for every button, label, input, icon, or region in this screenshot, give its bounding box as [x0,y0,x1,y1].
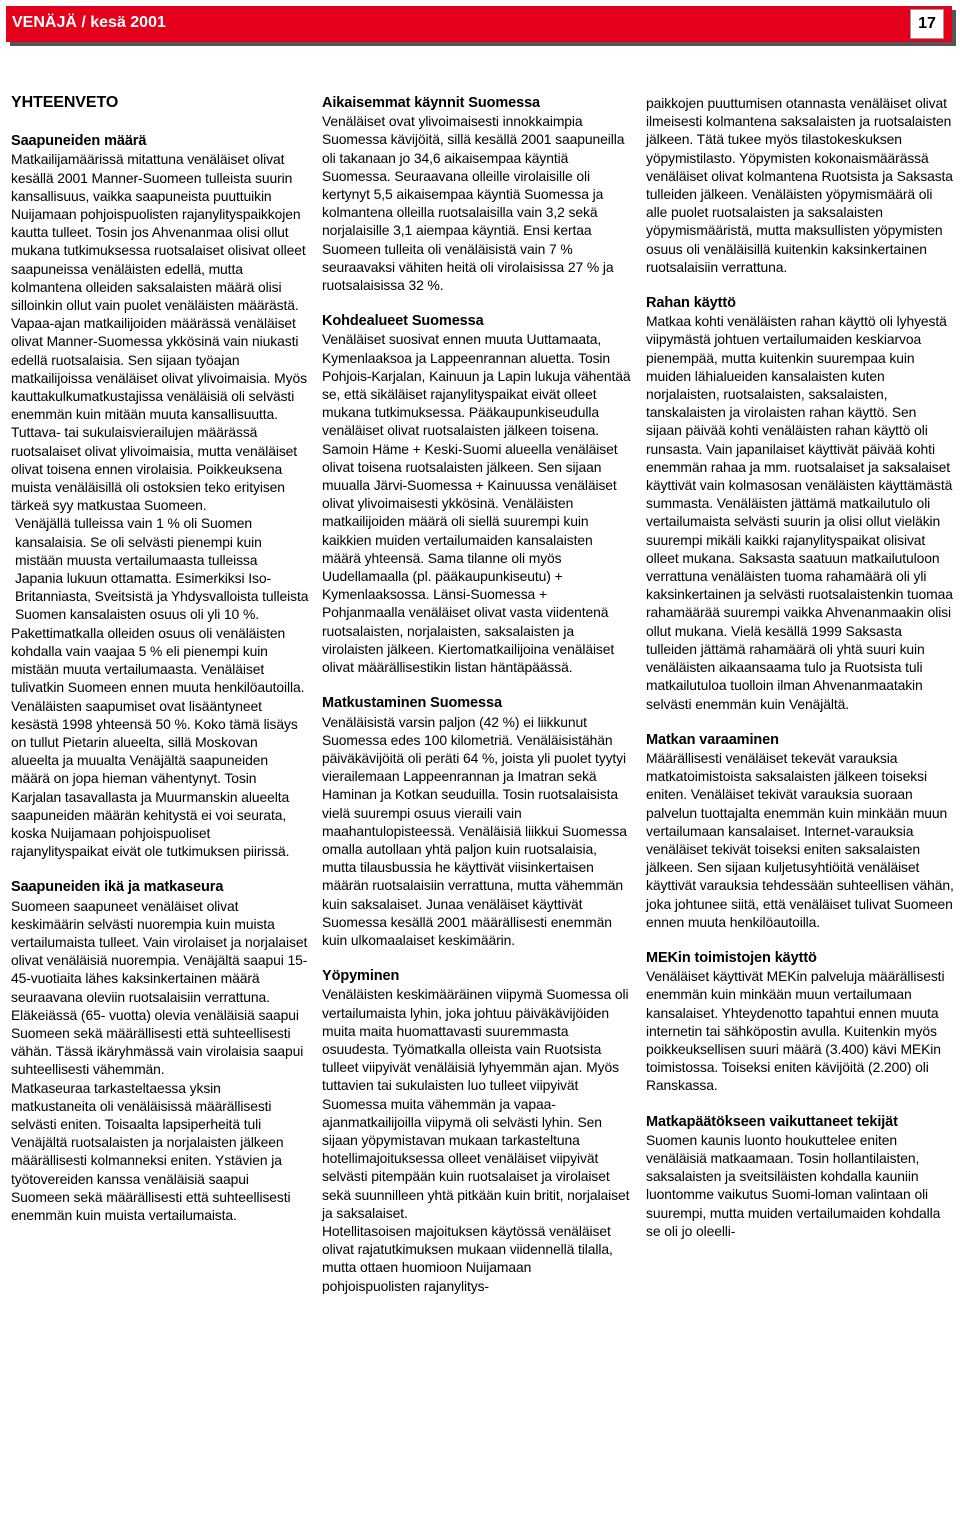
section-heading: Matkan varaaminen [646,731,779,748]
section-heading: Aikaisemmat käynnit Suomessa [322,95,541,111]
section-heading: Kohdealueet Suomessa [322,313,484,330]
paragraph: Suomen kaunis luonto houkuttelee eniten venäläisiä matkaamaan. Tosin hollantilaisten, saksalaisten ja sveitsiläisten kohdalla kauniin luontomme vaikutus Suomi-loman valintaan oli suurempi, mutta muiden vertailumaiden kohdalla se oli jo oleelli- [646,1131,941,1239]
header-bar [6,6,952,42]
paragraph: Matkaa kohti venäläisten rahan käyttö oli lyhyestä viipymästä johtuen vertailumaiden keskiarvoa pienempää, mutta kuitenkin suurempaa kuin muiden lähialueiden kansalaisten kuten norjalaisten, ruotsalaisten, saksalaisten, tanskalaisten ja virolaisten rahan käyttö. Sen sijaan päivää kohti venäläisten rahan käyttö oli runsasta. Vain japanilaiset käyttivät päivää kohti enemmän rahaa ja mm. ruotsalaiset ja saksalaiset käyttivät vain kolmasosan venäläisten käyttämästä summasta. Venäläisten jättämä matkailutulo oli vertailumaista selvästi suurin ja olisi ollut vieläkin suurempi mikäli kaikki rajanylityspaikat olisivat olleet mukana. Saksasta saatuun matkailutuloon verrattuna venäläisten tuoma rahamäärä oli yli kaksinkertainen ja selvästi ruotsalaistenkin tuomaa rahamäärää suurempi vaikka Ahvenanmaakin olisi ollut mukana. Vielä kesällä 1999 Saksasta tulleiden jättämä rahamäärä oli yhtä suuri kuin venäläisten aikaansaama tulo ja Ruotsista tuli matkailutuloa tuolloin ilman Ahvenanmaatakin selvästi enemmän kuin Venäjältä. [646,313,953,712]
paragraph: paikkojen puuttumisen otannasta venäläiset olivat ilmeisesti kolmantena saksalaisten ja ruotsalaisten jälkeen. Tätä tukee myös tilastokeskuksen yöpymistilasto. Yöpymisten kokonaismäärässä venäläiset olivat kolmantena Ruotsista ja Saksasta tulleiden jälkeen. Venäläisten yöpymismäärä oli alle puolet ruotsalaisten ja saksalaisten yöpymismääristä, mutta maksullisten yöpymisten osuus oli venäläisillä kuitenkin kaksinkertainen ruotsalaisiin verrattuna. [646,95,953,275]
section-heading: MEKin toimistojen käyttö [646,949,817,966]
paragraph: Venäjällä tulleissa vain 1 % oli Suomen kansalaisia. Se oli selvästi pienempi kuin mistään muusta vertailumaasta tulleissa Japania lukuun ottamatta. Esimerkiksi Iso-Britanniasta, Sveitsistä ja Yhdysvalloista tulleista Suomen kansalaisten osuus oli yli 10 %. [15,515,309,623]
section-heading: Rahan käyttö [646,295,736,312]
section-heading: Matkapäätökseen vaikuttaneet tekijät [646,1113,898,1130]
paragraph: Venäläisten keskimääräinen viipymä Suomessa oli vertailumaista lyhin, joka johtuu päiväkävijöiden muita maita huomattavasti suuremmasta osuudesta. Työmatkalla olleista vain Ruotsista tulleet viipyivät venäläisiä lyhyemmän ajan. Myös tuttavien tai sukulaisten luo tulleet viipyivät Suomessa muita vähemmän ja vapaa-ajanmatkailijoilla viipymä oli selvästi lyhin. Sen sijaan yöpymistavan mukaan tarkasteltuna hotellimajoituksessa olleet venäläiset viipyivät selvästi pitempään kuin ruotsalaiset ja virolaiset sekä suunnilleen yhtä pitkään kuin britit, norjalaiset ja saksalaiset. [322,986,630,1221]
section-heading: Yöpyminen [322,968,400,985]
page-header [6,6,956,44]
paragraph: Venäläisistä varsin paljon (42 %) ei liikkunut Suomessa edes 100 kilometriä. Venäläisistähän päiväkävijöitä oli peräti 64 %, joista yli puolet tyytyi vierailemaan Lappeenrannan ja Imatran sekä Haminan ja Kotkan seuduilla. Tosin ruotsalaisista vielä suurempi osuus vieraili vain maahantulopisteessä. Venäläisiä liikkui Suomessa omalla autollaan yhtä paljon kuin ruotsalaisia, mutta tilausbussia he käyttivät viisinkertaisen määrän ruotsalaisiin verrattuna, mutta vähemmän kuin saksalaiset. Junaa venäläiset käyttivät Suomessa kesällä 2001 määrällisesti enemmän kuin ulkomaalaiset keskimäärin. [322,713,627,948]
section-heading: Matkustaminen Suomessa [322,695,502,712]
paragraph: Venäläiset käyttivät MEKin palveluja määrällisesti enemmän kuin minkään muun vertailumaan kansalaiset. Yhteydenotto tapahtui ennen muuta internetin tai sähköpostin avulla. Kuitenkin myös poikkeuksellisen suuri määrä (3.400) kävi MEKin toimistossa. Toiseksi eniten kävijöitä (2.200) oli Ranskassa. [646,968,945,1094]
page-number: 17 [910,9,944,39]
paragraph: Pakettimatkalla olleiden osuus oli venäläisten kohdalla vain vaajaa 5 % eli pienempi kuin mistään muuta vertailumaasta. Venäläiset tulivatkin Suomeen ennen muuta henkilöautoilla. [11,624,305,696]
paragraph: Hotellitasoisen majoituksen käytössä venäläiset olivat rajatutkimuksen mukaan viidennellä tilalla, mutta ottaen huomioon Nuijamaan pohjoispuolisten rajanylitys- [322,1222,613,1294]
section-heading: Saapuneiden ikä ja matkaseura [11,879,224,896]
paragraph: Määrällisesti venäläiset tekevät varauksia matkatoimistoista saksalaisten jälkeen toiseksi eniten. Venäläiset tekivät varauksia suoraan palvelun tuottajalta enemmän kuin minkään muun vertailumaan kansalaiset. Internet-varauksia venäläiset tekivät toiseksi eniten saksalaisten jälkeen. Sen sijaan kuljetusyhtiöitä venäläiset käyttivät varauksia tehdessään suhteellisen vähän, joka johtunee siitä, että venäläiset tulivat Suomeen ennen muuta henkilöautoilla. [646,749,954,930]
paragraph: Venäläisten saapumiset ovat lisääntyneet kesästä 1998 yhteensä 50 %. Koko tämä lisäys on tullut Pietarin alueelta, sillä Moskovan alueelta ja muualta Venäjältä saapuneiden määrä on jopa hieman vähentynyt. Tosin Karjalan tasavallasta ja Muurmanskin alueelta saapuneiden määrän kehitystä ei voi seurata, koska Nuijamaan pohjoispuoliset rajanylityspaikat eivät ole tutkimuksen piirissä. [11,697,298,860]
header-title: VENÄJÄ / kesä 2001 [12,14,166,31]
section-heading: Saapuneiden määrä [11,133,147,150]
column-2 [322,94,632,1295]
paragraph: Suomeen saapuneet venäläiset olivat keskimäärin selvästi nuorempia kuin muista vertailumaista tulleet. Vain virolaiset ja norjalaiset olivat venäläisiä nuorempia. Venäjältä saapui 15-45-vuotiaita lähes kaksinkertainen määrä seuraavana oleviin ruotsalaisiin verrattuna. Eläkeiässä (65- vuotta) olevia venäläisiä saapui Suomeen sekä määrällisesti että suhteellisesti vähän. Tässä ikäryhmässä vain virolaisia saapui suhteellisesti vähemmän. [11,897,308,1078]
column-1 [11,94,309,1224]
column-3 [646,94,954,1240]
paragraph: Venäläiset suosivat ennen muuta Uuttamaata, Kymenlaaksoa ja Lappeenrannan aluetta. Tosin Pohjois-Karjalan, Kainuun ja Lapin lukuja vähentää se, että sikäläiset rajanylityspaikat eivät olleet mukana tutkimuksessa. Pääkaupunkiseudulla venäläiset olivat ruotsalaisten jälkeen toisena. Samoin Häme + Keski-Suomi alueella venäläiset olivat toisena ruotsalaisten jälkeen. Sen sijaan muualla Järvi-Suomessa + Kainuussa venäläiset olivat ylivoimaisesti ykkösinä. Venäläisten matkailijoiden määrä oli siellä suurempi kuin kaikkien muiden vertailumaiden kansalaisten määrä yhteensä. Sama tilanne oli myös Uudellamaalla (pl. pääkaupunkiseutu) + Kymenlaaksossa. Länsi-Suomessa + Pohjanmaalla venäläiset olivat vasta viidentenä ruotsalaisten, norjalaisten, saksalaisten ja virolaisten jälkeen. Kiertomatkailijoina venäläiset olivat määrällisestikin listan häntäpäässä. [322,331,631,676]
main-title: YHTEENVETO [11,94,119,111]
paragraph: Matkailijamäärissä mitattuna venäläiset olivat kesällä 2001 Manner-Suomeen tulleista suurin kansallisuus, vaikka saapuneista puuttuikin Nuijamaan pohjoispuolisten rajanylityspaikkojen kautta tulleet. Tosin jos Ahvenanmaa olisi ollut mukana tutkimuksessa ruotsalaiset olisivat olleet saapuneissa venäläisten edellä, mutta kolmantena olleiden saksalaisten määrä olisi silloinkin ollut vain puolet venäläisten määrästä. Vapaa-ajan matkailijoiden määrässä venäläiset olivat Manner-Suomessa ykkösinä vain niukasti edellä ruotsalaisia. Sen sijaan työajan matkailijoissa venäläiset olivat ylivoimaisia. Myös kauttakulkumatkustajissa venäläisiä oli selvästi enemmän kuin mitään muuta kansallisuutta. Tuttava- tai sukulaisvierailujen määrässä ruotsalaiset olivat ylivoimaisia, mutta venäläiset olivat toisena ennen virolaisia. Poikkeuksena muista venäläisillä oli ostoksien teko erityisen tärkeä syy matkustaa Suomeen. [11,151,307,514]
paragraph: Venäläiset ovat ylivoimaisesti innokkaimpia Suomessa kävijöitä, sillä kesällä 2001 saapuneilla oli takanaan jo 34,6 aikaisempaa käyntiä Suomessa. Seuraavana olleille virolaisille oli kertynyt 5,5 aikaisempaa käyntiä Suomessa ja kolmantena olleilla ruotsalaisilla vain 3,2 sekä norjalaisille 3,1 aiempaa käyntiä. Ensi kertaa Suomeen tulleita oli venäläisistä vain 7 % seuraavaksi vähiten heitä oli virolaisissa 27 % ja ruotsalaisissa 32 %. [322,113,625,294]
paragraph: Matkaseuraa tarkasteltaessa yksin matkustaneita oli venäläisissä määrällisesti selvästi eniten. Toisaalta lapsiperheitä tuli Venäjältä ruotsalaisten ja norjalaisten jälkeen määrällisesti kolmanneksi eniten. Ystävien ja työtovereiden kanssa venäläisiä saapui Suomeen sekä määrällisesti että suhteellisesti enemmän kuin muista vertailumaista. [11,1079,291,1223]
